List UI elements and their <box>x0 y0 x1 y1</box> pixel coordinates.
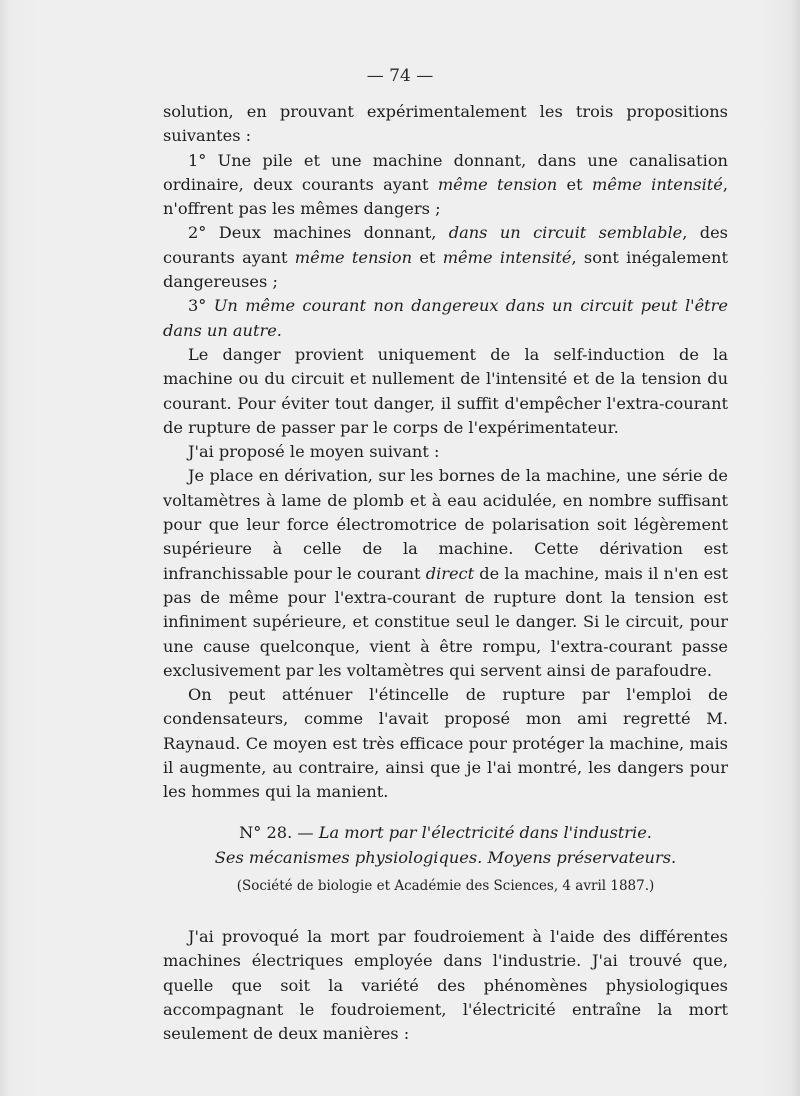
italic-span: même intensité <box>591 174 723 194</box>
section-heading <box>163 820 728 870</box>
paragraph-danger: Le danger provient uniquement de la self-induction de la machine ou du circuit et nullement de l'intensité et de la tension du courant. Pour éviter tout danger, il suffit d'empêcher l'extra-courant de rupture de passer par le corps de l'expérimentateur. <box>163 344 728 437</box>
section-source: (Société de biologie et Académie des Sciences, 4 avril 1887.) <box>236 878 655 894</box>
italic-span: même tension <box>437 174 558 194</box>
text-span: et <box>557 174 592 194</box>
section-title-italic: La mort par l'électricité dans l'industrie. <box>318 823 652 842</box>
paragraph-condensers: On peut atténuer l'étincelle de rupture par l'emploi de condensateurs, comme l'avait proposé mon ami regretté M. Raynaud. Ce moyen est très efficace pour protéger la machine, mais il augmente, au contraire, ainsi que je l'ai montré, les dangers pour les hommes qui la manient. <box>163 685 728 802</box>
text-span: 3° <box>188 296 214 316</box>
page-number: — 74 — <box>366 66 434 86</box>
section-title-line-2 <box>163 845 728 870</box>
proposition-1 <box>163 149 728 222</box>
italic-span: Un même courant non dangereux dans un circuit peut l'être dans un autre. <box>163 296 729 340</box>
paragraph-proposed-method: J'ai proposé le moyen suivant : <box>188 442 440 462</box>
text-span: 2° Deux machines donnant, <box>188 223 449 243</box>
text-span: , des courants ayant <box>163 223 728 267</box>
section-subtitle-italic: Ses mécanismes physiologiques. Moyens préservateurs. <box>214 848 677 867</box>
italic-span: direct <box>425 563 475 583</box>
paragraph-derivation <box>163 464 728 683</box>
italic-span: dans un circuit semblable <box>448 223 683 243</box>
paragraph-foudroiement: J'ai provoqué la mort par foudroiement à l'aide des différentes machines électriques employée dans l'industrie. J'ai trouvé que, quelle que soit la variété des phénomènes physiologiques accompagnant le foudroiement, l'électricité entraîne la mort seulement de deux manières : <box>163 927 728 1044</box>
italic-span: même tension <box>294 247 413 267</box>
text-span: 1° Une pile et une machine donnant, dans une canalisation ordinaire, deux courants ayant <box>163 150 728 194</box>
text-span: de la machine, mais il n'en est pas de même pour l'extra-courant de rupture dont la tension est infiniment supérieure, et constitue seul le danger. Si le circuit, pour une cause quelconque, vient à être rompu, l'extra-courant passe exclusivement par les voltamètres qui servent ainsi de parafoudre. <box>163 563 728 680</box>
body-text-block-2 <box>163 925 728 1046</box>
text-span: , sont inégalement dangereuses ; <box>163 247 728 292</box>
text-span: , n'offrent pas les mêmes dangers ; <box>163 174 729 219</box>
body-text-block-1 <box>163 100 728 805</box>
text-span: Je place en dérivation, sur les bornes de la machine, une série de voltamètres à lame de plomb et à eau acidulée, en nombre suffisant pour que leur force électromotrice de polarisation soit légèrement supérieure à celle de la machine. Cette dérivation est infranchissable pour le courant <box>163 466 728 583</box>
proposition-2 <box>163 221 728 294</box>
section-number: N° 28. — <box>239 823 319 842</box>
section-title-line-1 <box>163 820 728 845</box>
paragraph-continuation: solution, en prouvant expérimentalement les trois propositions suivantes : <box>163 102 728 146</box>
text-span: et <box>412 247 443 267</box>
proposition-3 <box>163 294 728 343</box>
italic-span: même intensité <box>442 247 572 267</box>
